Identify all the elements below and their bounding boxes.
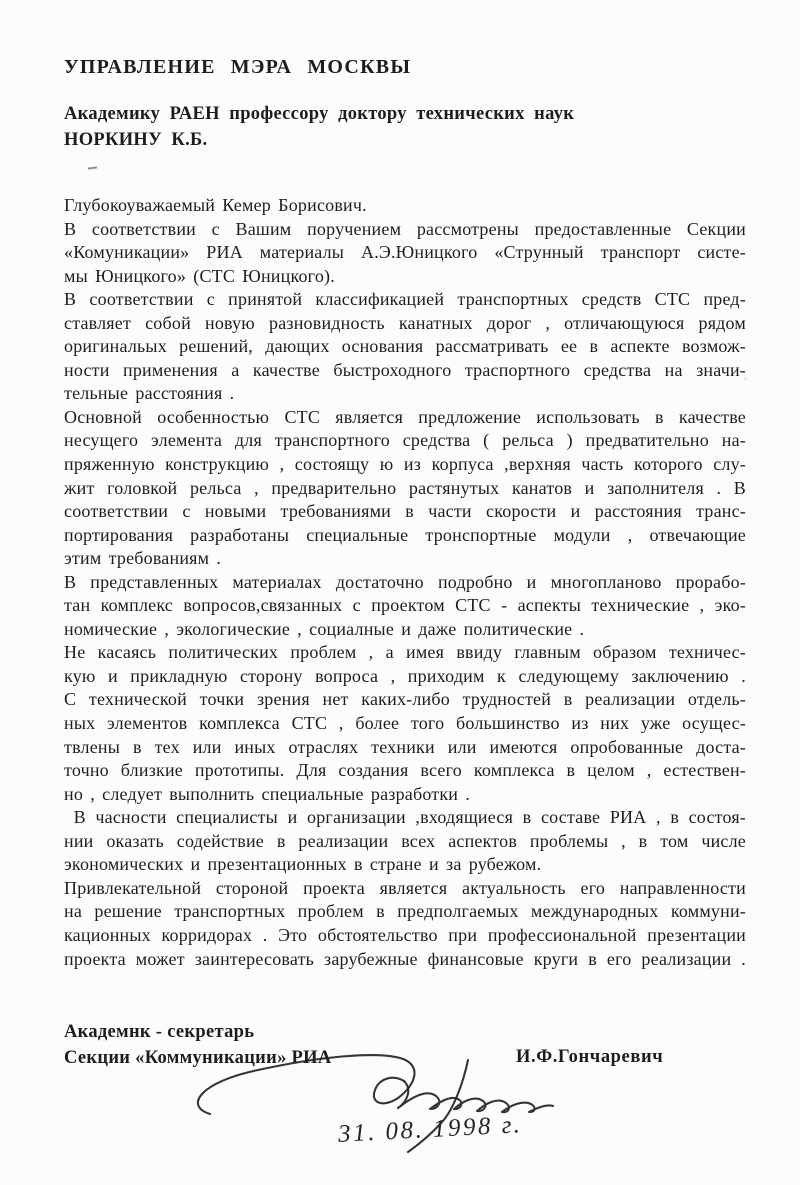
addressee-block [64, 102, 574, 153]
handwritten-date: 31. 08. 1998 г. [337, 1111, 523, 1148]
body-line: В представленных материалах достаточно подробно и многопланово прорабо- [64, 571, 746, 592]
addressee-line-1: Академику РАЕН профессору доктору технических наук [64, 104, 575, 124]
body-line: В соответствии с Вашим поручением рассмотрены предоставленные Секции [64, 218, 746, 239]
body-line: В соответствии с принятой классификацией транспортных средств СТС пред- [64, 289, 746, 310]
body-line: кую и прикладную сторону вопроса , приходим к следующему заключению . [64, 665, 746, 686]
body-line: Глубокоуважаемый Кемер Борисович. [64, 195, 367, 215]
body-line: точно близкие прототипы. Для создания всего комплекса в целом , естествен- [64, 760, 746, 781]
signer-title-line-2: Секции «Коммуникации» РИА [64, 1048, 332, 1068]
body-line: Основной особенностью СТС является предложение использовать в качестве [64, 406, 746, 427]
body-line: ставляет собой новую разновидность канатных дорог , отличающуюся рядом [64, 312, 746, 333]
body-line: проекта может заинтересовать зарубежные финансовые круги в его реализации . [64, 948, 746, 969]
body-line: несущего элемента для транспортного средства ( рельса ) предватительно на- [64, 430, 746, 451]
body-line: кационных корридорах . Это обстоятельство при профессиональной презентации [64, 924, 746, 945]
signer-name: И.Ф.Гончаревич [516, 1047, 664, 1067]
body-line: ных элементов комплекса СТС , более того большинство из них уже осущес- [64, 713, 746, 734]
body-line: этим требованиям . [64, 548, 222, 569]
body-line: но , следует выполнить специальные разработки . [64, 783, 471, 804]
body-line: Привлекательной стороной проекта является актуальность его направленности [64, 877, 746, 898]
body-line: номические , экологические , социалные и даже политические . [64, 618, 585, 639]
body-line: «Комуникации» РИА материалы А.Э.Юницкого «Струнный транспорт систе- [64, 242, 746, 263]
body-line: пряженную конструкцию , состоящу ю из корпуса ,верхняя часть которого слу- [64, 454, 746, 475]
body-line: В часности специалисты и организации ,входящиеся в составе РИА , в состоя- [64, 807, 746, 828]
letter-body [64, 194, 746, 971]
signer-title-line-1: Академнк - секретарь [64, 1022, 255, 1042]
body-line: твлены в тех или иных отраслях техники или имеются опробованные доста- [64, 736, 746, 757]
body-line: на решение транспортных проблем в предполгаемых международных коммуни- [64, 901, 746, 922]
body-line: экономических и презентационных в стране и за рубежом. [64, 854, 542, 875]
letterhead-org-title: УПРАВЛЕНИЕ МЭРА МОСКВЫ [64, 56, 412, 78]
body-line: тельные расстояния . [64, 383, 235, 404]
body-line: ности применения а качестве быстроходного траспортного средства на значи- [64, 359, 746, 380]
signature-autograph-icon [170, 1048, 590, 1178]
body-line: соответствии с новыми требованиями в части скорости и расстояния транс- [64, 501, 746, 522]
body-line: портирования разработаны специальные тронспортные модули , отвечающие [64, 524, 746, 545]
addressee-line-2: НОРКИНУ К.Б. [64, 129, 208, 150]
body-line: мы Юницкого» (СТС Юницкого). [64, 265, 335, 286]
scan-speck [88, 166, 97, 169]
body-line: жит головкой рельса , предварительно растянутых канатов и заполнителя . В [64, 477, 746, 498]
body-line: тан комплекс вопросов,связанных с проектом СТС - аспекты технические , эко- [64, 595, 746, 616]
body-line: С технической точки зрения нет каких-либо трудностей в реализации отдель- [64, 689, 746, 710]
body-line: Не касаясь политических проблем , а имея ввиду главным образом техничес- [64, 642, 746, 663]
body-line: оригинальых решений, дающих основания рассматривать ее в аспекте возмож- [64, 336, 746, 357]
body-line: нии оказать содействие в реализации всех аспектов проблемы , в том числе [64, 830, 746, 851]
